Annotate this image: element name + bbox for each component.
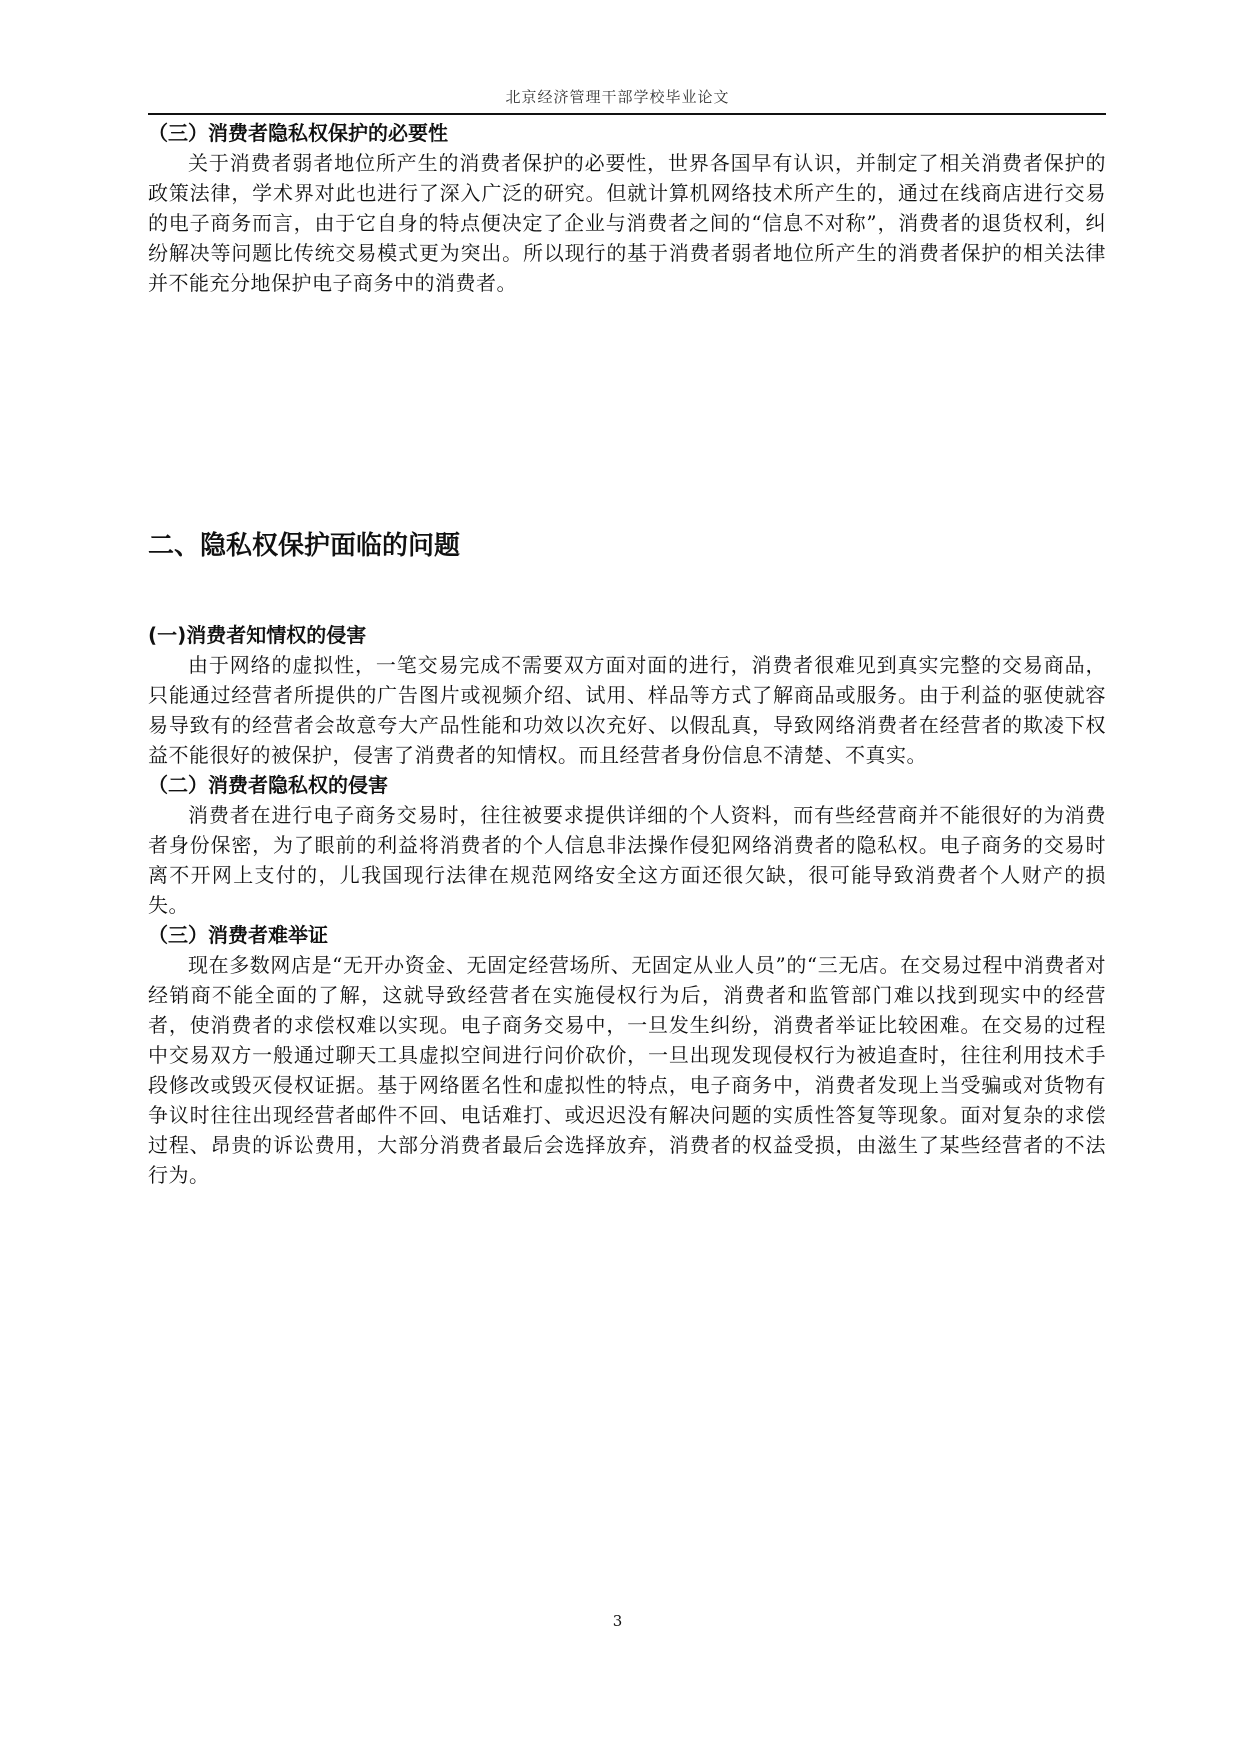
subheading-proof-difficulty: （三）消费者难举证 bbox=[148, 923, 328, 947]
running-header: 北京经济管理干部学校毕业论文 bbox=[505, 88, 730, 106]
subheading-privacy-infringement: （二）消费者隐私权的侵害 bbox=[148, 773, 388, 797]
section-2-body bbox=[148, 620, 1106, 1190]
page-number: 3 bbox=[612, 1612, 623, 1630]
previous-section bbox=[148, 118, 1106, 298]
section-title: 二、隐私权保护面临的问题 bbox=[148, 531, 461, 561]
paragraph-right-to-know: 由于网络的虚拟性，一笔交易完成不需要双方面对面的进行，消费者很难见到真实完整的交易商品，只能通过经营者所提供的广告图片或视频介绍、试用、样品等方式了解商品或服务。由于利益的驱使就容易导致有的经营者会故意夸大产品性能和功效以次充好、以假乱真，导致网络消费者在经营者的欺凌下权益不能很好的被保护，侵害了消费者的知情权。而且经营者身份信息不清楚、不真实。 bbox=[148, 653, 1106, 767]
section-2 bbox=[148, 528, 1106, 564]
paragraph-proof-difficulty: 现在多数网店是“无开办资金、无固定经营场所、无固定从业人员”的“三无店。在交易过程中消费者对经销商不能全面的了解，这就导致经营者在实施侵权行为后，消费者和监管部门难以找到现实中的经营者，使消费者的求偿权难以实现。电子商务交易中，一旦发生纠纷，消费者举证比较困难。在交易的过程中交易双方一般通过聊天工具虚拟空间进行问价砍价，一旦出现发现侵权行为被追查时，往往利用技术手段修改或毁灭侵权证据。基于网络匿名性和虚拟性的特点，电子商务中，消费者发现上当受骗或对货物有争议时往往出现经营者邮件不回、电话难打、或迟迟没有解决问题的实质性答复等现象。面对复杂的求偿过程、昂贵的诉讼费用，大部分消费者最后会选择放弃，消费者的权益受损，由滋生了某些经营者的不法行为。 bbox=[148, 953, 1106, 1187]
paragraph-privacy-necessity: 关于消费者弱者地位所产生的消费者保护的必要性，世界各国早有认识，并制定了相关消费者保护的政策法律，学术界对此也进行了深入广泛的研究。但就计算机网络技术所产生的，通过在线商店进行交易的电子商务而言，由于它自身的特点便决定了企业与消费者之间的“信息不对称”，消费者的退货权利，纠纷解决等问题比传统交易模式更为突出。所以现行的基于消费者弱者地位所产生的消费者保护的相关法律并不能充分地保护电子商务中的消费者。 bbox=[148, 151, 1106, 295]
subheading-privacy-necessity: （三）消费者隐私权保护的必要性 bbox=[148, 121, 448, 145]
subheading-right-to-know: (一)消费者知情权的侵害 bbox=[148, 623, 367, 647]
header-rule bbox=[148, 113, 1106, 115]
paragraph-privacy-infringement: 消费者在进行电子商务交易时，往往被要求提供详细的个人资料，而有些经营商并不能很好的为消费者身份保密，为了眼前的利益将消费者的个人信息非法操作侵犯网络消费者的隐私权。电子商务的交易时离不开网上支付的，儿我国现行法律在规范网络安全这方面还很欠缺，很可能导致消费者个人财产的损失。 bbox=[148, 803, 1106, 917]
